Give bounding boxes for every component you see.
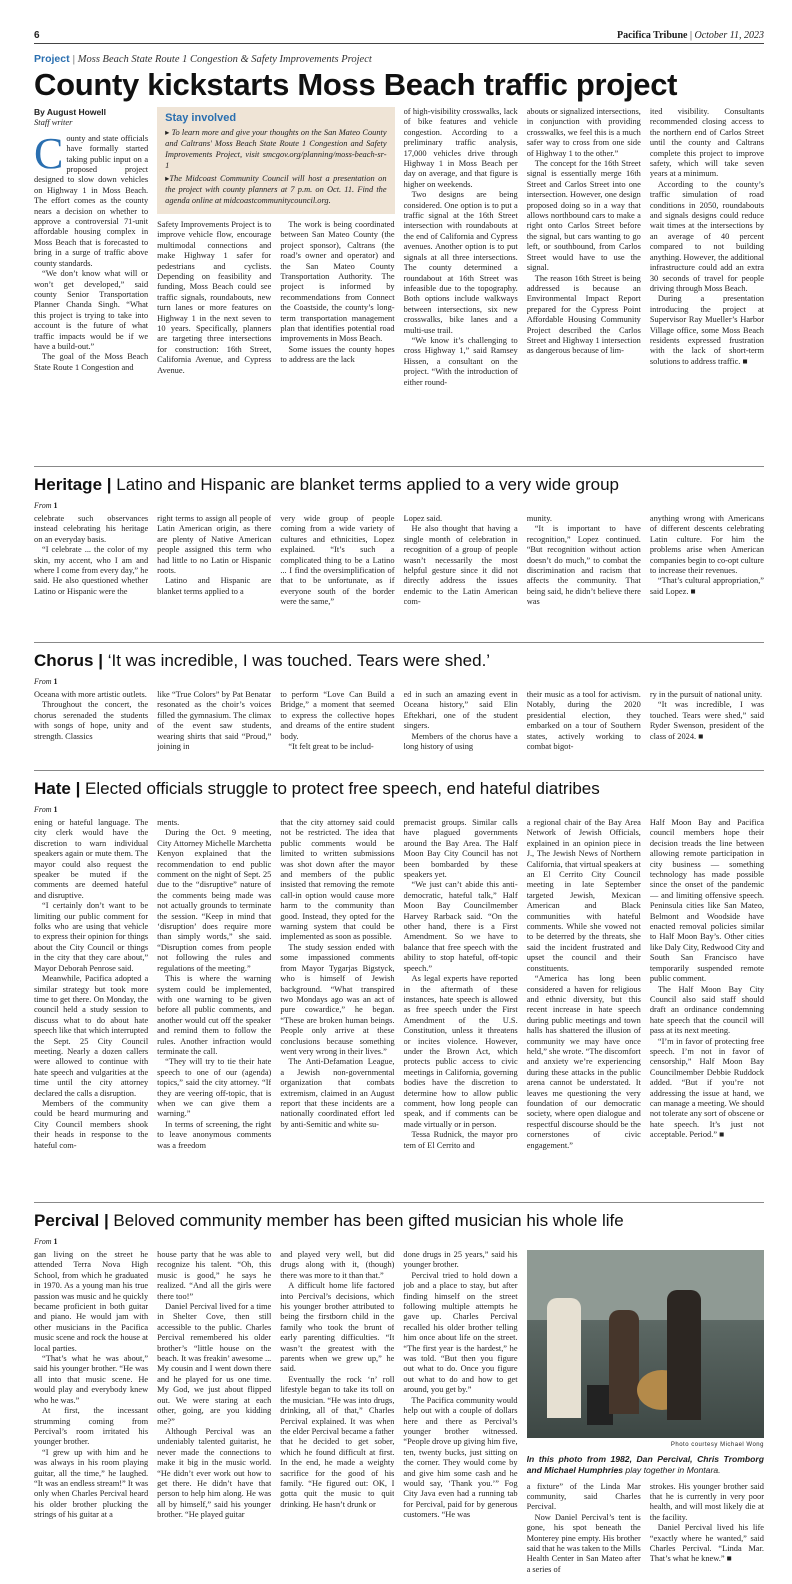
- byline-role: Staff writer: [34, 117, 73, 128]
- paragraph: Now Daniel Percival’s tent is gone, his spot beneath the Monterey pine empty. His brother said that he was taken to the Mills Health Center in San Mateo after a series of: [526, 1512, 641, 1574]
- paragraph: The concept for the 16th Street signal is essentially merge 16th Street and Carlos Street into one intersection. However, one design proposed doing so in a way that allows northbound cars to make a right onto Carlos Street before the signal, but cars wanting to go left, or southbound, from Carlos Street would have to use the signal.: [526, 159, 641, 273]
- main-col-1: [34, 107, 148, 456]
- paragraph: Percival tried to hold down a job and a place to stay, but after finding himself on the street following multiple attempts he gave up. Charles Percival recalled his older brother telling him once about life on the street. “The first year is the hardest,” he was told. “But then you figure out what to do. Once you figure out what to do and how to get around, you get by.”: [403, 1270, 518, 1395]
- main-col-5: [527, 107, 641, 456]
- paragraph: a fixture” of the Linda Mar community, said Charles Percival.: [526, 1481, 641, 1512]
- paragraph: Daniel Percival lived for a time in Shelter Cove, then still accessible to the public. Charles Percival remembered his older brother’s “little house on the beach. It was freakin’ awesome ... My cousin and I went down there and he played for us one time. My God, we just about flipped out. We were staring at each other, going, are you kidding me?”: [157, 1302, 272, 1426]
- heritage-col-1: [34, 514, 148, 632]
- page-header: [34, 30, 764, 44]
- band-photo: [527, 1250, 764, 1438]
- section-title: ‘It was incredible, I was touched. Tears were shed.’: [102, 651, 491, 670]
- paragraph: A difficult home life factored into Percival’s decisions, which his younger brother attributed to being the firstborn child in the family who took the brunt of early parenting difficulties. “It wasn’t the greatest with the parents when we grew up,” he said.: [280, 1281, 395, 1374]
- paragraph: strokes. His younger brother said that he is currently in very poor health, and will most likely die at the facility.: [649, 1481, 764, 1522]
- paragraph: “We know it’s challenging to cross Highway 1,” said Ramsey Hissen, a consultant on the project. “With the introduction of either round-: [403, 335, 518, 387]
- caption-bold: In this photo from 1982, Dan Percival, Chris Tromborg and Michael Humphries: [526, 1454, 764, 1475]
- paragraph: “I’m in favor of protecting free speech. I’m not in favor of censorship,” Half Moon Bay Councilmember Debbie Ruddock added. “But if you’re not addressing the issue at hand, we can manage a meeting. We should not tolerate any sort of obscene or hate speech. It’s just not acceptable. Period.” ■: [649, 1036, 765, 1140]
- photo-person: [547, 1298, 581, 1418]
- heritage-col-6: [650, 514, 764, 632]
- publication-name: Pacifica Tribune: [616, 30, 688, 41]
- heritage-headline: [34, 466, 764, 495]
- paragraph: Tessa Rudnick, the mayor pro tem of El Cerrito and: [403, 1130, 518, 1150]
- chorus-col-4: [404, 690, 518, 760]
- photo-caption: [527, 1454, 764, 1475]
- main-col-4: [404, 107, 518, 456]
- paragraph: The Half Moon Bay City Council also said staff should draft an ordinance condemning hate speech that the council will pass at its next meeting.: [649, 984, 765, 1036]
- kicker-tag: Project: [34, 53, 70, 65]
- hate-col-3: [280, 818, 394, 1192]
- hate-headline: [34, 770, 764, 799]
- paragraph: During a presentation introducing the project at Supervisor Ray Mueller’s Harbor Village office, some Moss Beach residents expressed frustration with the lack of short-term solutions to address traffic. ■: [649, 294, 764, 366]
- stay-involved-title: Stay involved: [165, 112, 237, 124]
- hate-col-6: [650, 818, 764, 1192]
- paragraph: Latino and Hispanic are blanket terms applied to a: [157, 576, 272, 596]
- paragraph: During the Oct. 9 meeting, City Attorney Michelle Marchetta Kenyon explained that the recommendation to end public comment on the night of Sept. 25 due to the “disruptive” nature of the comments being made was not actually grounds to terminate the session. “Keep in mind that ‘disruption’ does require more than simply words,” she said. “Disruption comes from people not following the rules and regulations of the meeting.”: [157, 828, 272, 973]
- paragraph: The Pacifica community would help out with a couple of dollars here and there as Percival’s younger brother witnessed. “People drove up giving him five, ten, twenty bucks, just sitting on the corner. They would come by and give him some cash and he would say, ‘Thank you.’” Fog City Java even had a running tab for Percival, paid for by generous customers. “He was: [403, 1395, 518, 1520]
- chorus-headline: [34, 642, 764, 671]
- paragraph: Throughout the concert, the chorus serenaded the students with songs of hope, unity and strength. Classics: [34, 700, 149, 741]
- hate-col-2: [157, 818, 271, 1192]
- stay-involved-box: [157, 107, 394, 214]
- publication-info: Pacifica Tribune | October 11, 2023: [616, 30, 764, 41]
- paragraph: ry in the pursuit of national unity.: [649, 690, 763, 699]
- paragraph: done drugs in 25 years,” said his younger brother.: [403, 1250, 518, 1270]
- paragraph: This is where the warning system could be implemented, with one warning to be given before all public comments, and another would cut off the speaker and remind them to follow the rules. Another infraction would terminate the call.: [157, 974, 272, 1056]
- chorus-col-3: [280, 690, 394, 760]
- paragraph: “We don’t know what will or won’t get developed,” said county Senior Transportation Planner Chanda Singh. “What this project is trying to take into account is the future of what traffic impacts would be if we have a build-out.”: [34, 269, 149, 351]
- main-headline: County kickstarts Moss Beach traffic project: [34, 67, 678, 102]
- paragraph: to perform “Love Can Build a Bridge,” a moment that seemed to express the collective hopes and dreams of the entire student body.: [280, 690, 395, 741]
- paragraph: As legal experts have reported in the aftermath of these instances, hate speech is allowed as free speech under the First Amendment of the U.S. Constitution, unless it threatens or incites violence. However, under the Brown Act, which protects public access to civic meetings in California, governing bodies have the discretion to determine how to allow public comment, how long people can speak, and if comments can be made virtually or in person.: [403, 974, 518, 1129]
- paragraph: “I certainly don’t want to be limiting our public comment for folks who are using that vehicle to express their opinion for things about the City Council or things in the city that they care about,” Mayor Deborah Penrose said.: [34, 901, 149, 973]
- paragraph: premacist groups. Similar calls have plagued governments around the Bay Area. The Half Moon Bay City Council has not been bombarded by these speakers yet.: [403, 818, 518, 880]
- heritage-col-5: [527, 514, 641, 632]
- jump-page: 1: [53, 805, 58, 814]
- paragraph: right terms to assign all people of Latin American origin, as there are plenty of Native American people assigned this term who had little to no Latin or Hispanic roots.: [157, 514, 272, 576]
- jump-from: [34, 501, 764, 510]
- byline: By August Howell: [34, 107, 106, 117]
- paragraph: According to the county’s traffic simulation of road conditions in 2050, roundabouts and signals designs could reduce wait times at the intersections by an average of 40 percent compared to not building anything. However, the additional infrastructure could add an extra 30 seconds of travel for people driving through Moss Beach.: [649, 179, 764, 293]
- hate-col-1: [34, 818, 148, 1192]
- chorus-col-1: [34, 690, 148, 760]
- paragraph: a regional chair of the Bay Area Network of Jewish Officials, explained in an opinion piece in J., The Jewish News of Northern California, that virtual speakers at an El Cerrito City Council meeting in late September targeted Jewish, Mexican American and Black communities with hateful comments. While she vowed not to be deterred by the threats, she said the incident frustrated and upset the council and their constituents.: [526, 818, 641, 973]
- heritage-col-3: [280, 514, 394, 632]
- percival-col-2: [157, 1250, 271, 1584]
- paragraph: Members of the community could be heard murmuring and City Council members shook their heads in response to the hateful com-: [34, 1098, 149, 1150]
- percival-col-3: [280, 1250, 394, 1584]
- section-title: Latino and Hispanic are blanket terms applied to a very wide group: [111, 475, 619, 494]
- photo-person: [667, 1290, 701, 1420]
- paragraph: and played very well, but did drugs along with it, (though) there was more to it than that.”: [280, 1250, 395, 1280]
- jump-page: 1: [53, 677, 58, 686]
- main-col-3: [280, 220, 394, 376]
- percival-col-5-6-text: [527, 1482, 764, 1576]
- jump-page: 1: [53, 501, 58, 510]
- paragraph: that the city attorney said could not be restricted. The idea that public comments would be limited to written submissions was shot down after the mayor and members of the public insisted that removing the remote call-in option would cause more harm to the community than good. Instead, they opted for the warning system that could be implemented as soon as possible.: [280, 818, 395, 942]
- hate-col-5: [527, 818, 641, 1192]
- paragraph: “That’s cultural appropriation,” said Lopez. ■: [649, 576, 765, 596]
- percival-col-5-6: [527, 1250, 764, 1584]
- paragraph: of high-visibility crosswalks, lack of bike features and vehicle congestion. According to a preliminary traffic analysis, 17,000 vehicles drive through Highway 1 in Moss Beach per day on average, and that figure is higher on weekends.: [403, 107, 518, 189]
- chorus-col-6: [650, 690, 764, 760]
- paragraph: Safety Improvements Project is to improve vehicle flow, encourage multimodal connections and make Highway 1 safer for pedestrians and cyclists. Depending on feasibility and funding, Moss Beach could see traffic signals, roundabouts, new turn lanes or more features on Highway 1 in the next seven to 10 years. Specifically, planners are targeting three intersections for construction: 16th Street, California Avenue, and Cypress Avenue.: [157, 220, 272, 375]
- paragraph: Although Percival was an undeniably talented guitarist, he never made the connections to make it big in the music world. “He didn’t ever work out how to get there. He didn’t have that person to help him along. He was all by himself,” said his younger brother. “He played guitar: [157, 1426, 272, 1520]
- heritage-col-4: [404, 514, 518, 632]
- photo-person: [609, 1310, 639, 1414]
- paragraph: “They will try to tie their hate speech to one of our (agenda) topics,” said the city attorney. “If they are veering off-topic, that is when we can give them a warning.”: [157, 1057, 272, 1119]
- paragraph: The goal of the Moss Beach State Route 1 Congestion and: [34, 352, 149, 372]
- percival-headline: [34, 1202, 764, 1231]
- paragraph: ening or hateful language. The city clerk would have the discretion to warn individual speakers again or mute them. The mayor could also request the speaker be muted if the comments are deemed hateful and disruptive.: [34, 818, 149, 900]
- chorus-article-body: [34, 690, 764, 760]
- section-title: Beloved community member has been gifted musician his whole life: [108, 1211, 624, 1230]
- jump-from-label: From: [34, 1237, 54, 1246]
- main-col-2-3: [157, 107, 394, 456]
- paragraph: The work is being coordinated between San Mateo County (the project sponsor), Caltrans (the road’s owner and operator) and the San Mateo County Transportation Authority. The project is informed by recommendations from Connect the Coastside, the county’s long-term transportation management plan that identifies potential road improvements in Moss Beach.: [280, 220, 395, 344]
- main-col-6: [650, 107, 764, 456]
- page-number: 6: [34, 30, 40, 41]
- paragraph: house party that he was able to recognize his talent. “Oh, this music is good,” he says he realized. “And all the girls were there too!”: [157, 1250, 272, 1301]
- paragraph: “It is important to have recognition,” Lopez continued. “But recognition without action doesn’t do much,” to combat the discrimination and racism that affects the community. That being said, he didn’t believe there was: [526, 524, 641, 607]
- main-col-2-3-text: [157, 220, 394, 376]
- chorus-col-2: [157, 690, 271, 760]
- hate-col-4: [404, 818, 518, 1192]
- stay-involved-item: ▸The Midcoast Community Council will host a presentation on the project with county planners at 7 p.m. on Oct. 11. Find the agenda online at midcoastcommunitycouncil.org.: [165, 174, 387, 205]
- paragraph: Daniel Percival lived his life “exactly where he wanted,” said Charles Percival. “Linda Mar. That’s what he knew.” ■: [649, 1523, 764, 1564]
- paragraph: very wide group of people coming from a wide variety of cultures and ethnicities, Lopez explained. “It’s such a complicated thing to be a Latino ... I find the oversimplification of that to be unfortunate, as if everyone south of the border were the same,”: [280, 514, 395, 607]
- paragraph: Two designs are being considered. One option is to put a traffic signal at the 16th Street intersection with roundabouts at the end of California and Cypress avenues. Another option is to put signals at all three intersections. The county determined a roundabout at 16th Street was infeasible due to the topography. Both options include walkways between intersections, six new crosswalks, bike lanes and a multi-use trail.: [403, 190, 518, 335]
- issue-date: October 11, 2023: [694, 30, 764, 41]
- paragraph: Members of the chorus have a long history of using: [403, 731, 518, 752]
- percival-col-6: [650, 1482, 764, 1576]
- paragraph: “I grew up with him and he was always in his room playing guitar, all the time,” he laughed. “It was an endless stream!” It was only when Charles Percival heard his older brother plucking the strings of his guitar at a: [34, 1447, 149, 1520]
- paragraph: Some issues the county hopes to address are the lack: [280, 344, 395, 365]
- percival-col-1: [34, 1250, 148, 1584]
- paragraph: He also thought that having a single month of celebration in recognition of a group of people wasn’t necessarily the most helpful gesture since it did not directly address the issues endemic to the Latin American com-: [403, 524, 518, 607]
- percival-article-body: [34, 1250, 764, 1584]
- paragraph: “It felt great to be includ-: [288, 742, 374, 752]
- lead-text: ounty and state officials have formally started taking public input on a proposed project designed to slow down vehicles on Highway 1 in Moss Beach. The effort comes as the county nears a decision on whether to approve a controversial 71-unit affordable housing complex in Moss Beach that is forecasted to bring in a surge of traffic above county standards.: [34, 133, 149, 268]
- paragraph: abouts or signalized intersections, in conjunction with providing crosswalks, we feel this is a much safer way to cross from one side of Highway 1 to the other.”: [526, 107, 641, 158]
- stay-involved-item: ▸ To learn more and give your thoughts on the San Mateo County and Caltrans' Moss Beach State Route 1 Congestion and Safety Improvements Project, visit smcgov.org/planning/moss-beach-sr-1: [165, 128, 387, 170]
- paragraph: “I celebrate ... the color of my skin, my accent, who I am and where I come from every day,” he said. He also questioned whether Latino or Hispanic were the: [34, 545, 149, 596]
- jump-from: [34, 1237, 764, 1246]
- paragraph: The Anti-Defamation League, a Jewish non-governmental organization that combats extremism, claimed in an August report that these incidents are a nationally coordinated effort led by anti-Semitic and white su-: [280, 1057, 395, 1129]
- hate-article-body: [34, 818, 764, 1192]
- jump-from: [34, 805, 764, 814]
- jump-from-label: From: [34, 677, 54, 686]
- kicker-text: | Moss Beach State Route 1 Congestion & Safety Improvements Project: [69, 54, 372, 65]
- photo-credit: Photo courtesy Michael Wong: [670, 1442, 764, 1448]
- main-article-body: [34, 107, 764, 456]
- jump-from: [34, 677, 764, 686]
- paragraph: gan living on the street he attended Terra Nova High School, from which he graduated in 1970. As a young man his true passion was music and he quickly became proficient in both guitar and piano. He would jam with other musicians in the Pacifica music scene and rock the house at local parties.: [34, 1250, 149, 1353]
- jump-from-label: From: [34, 805, 54, 814]
- heritage-col-2: [157, 514, 271, 632]
- heritage-article-body: [34, 514, 764, 632]
- caption-text: play together in Montara.: [623, 1465, 721, 1475]
- paragraph: In terms of screening, the right to leave anonymous comments was a freedom: [157, 1119, 272, 1150]
- paragraph: “We just can’t abide this anti-democratic, hateful talk,” Half Moon Bay Councilmember Harvey Rarback said. “On the other hand, there is a First Amendment. So we have to balance that free speech with the ability to stop hateful, off-topic speech.”: [403, 880, 518, 973]
- paragraph: anything wrong with Americans of different descents celebrating Latin culture. For him the problems arise when American companies begin to co-opt culture to increase their revenues.: [649, 514, 765, 576]
- percival-col-4: [403, 1250, 517, 1584]
- jump-page: 1: [53, 1237, 58, 1246]
- paragraph: ited visibility. Consultants recommended closing access to the northern end of Carlos Street until the county and Caltrans complete this project to improve safety, which will take seven years at a minimum.: [649, 107, 764, 179]
- paragraph: Lopez said.: [403, 514, 443, 523]
- paragraph: The study session ended with some impassioned comments from Mayor Tygarjas Bigstyck, who is himself of Jewish background. “What transpired two Mondays ago was an act of pure cowardice,” he began. “These are broken human beings. People only arrive at these conclusions because something went very wrong in their lives.”: [280, 942, 395, 1056]
- drop-cap: C: [34, 128, 64, 178]
- paragraph: their music as a tool for activism. Notably, during the 2020 presidential election, they embarked on a tour of Southern states, actively working to combat bigot-: [526, 690, 641, 752]
- section-title: Elected officials struggle to protect free speech, end hateful diatribes: [80, 779, 600, 798]
- paragraph: like “True Colors” by Pat Benatar resonated as the choir’s voices filled the gymnasium. The climax of the event saw students, wearing shirts that said “Proud,” joining in: [157, 690, 272, 752]
- main-col-2: [157, 220, 271, 376]
- article-kicker: [34, 53, 764, 65]
- paragraph: “It was incredible, I was touched. Tears were shed,” said Ryder Swenson, president of the class of 2024. ■: [649, 700, 765, 741]
- percival-col-5: [527, 1482, 641, 1576]
- paragraph: “America has long been considered a haven for religious and ethnic diversity, but this recent increase in hate speech during public meetings and town halls has shattered the illusion of community we may have once held,” she wrote. “The discomfort and anxiety we’re experiencing during these attacks in the public arena cannot be understated. It leaves me questioning the very foundation of our democratic society, where open dialogue and respectful discourse should be the cornerstones of civic engagement.”: [526, 974, 641, 1150]
- paragraph: The reason 16th Street is being addressed is because an Environmental Impact Report prepared for the Cypress Point Affordable Housing Community Project described the Carlos Street and Highway 1 intersection as dangerous because of lim-: [526, 273, 641, 356]
- paragraph: munity.: [526, 514, 552, 523]
- paragraph: ments.: [157, 818, 180, 827]
- paragraph: Half Moon Bay and Pacifica council members hope their decision treads the line between allowing remote participation in city business — something technology has made possible since the onset of the pandemic — and limiting offensive speech. Peninsula cities like San Mateo, Belmont and Woodside have enacted removal policies similar to Half Moon Bay’s. Other cities like Daly City, Redwood City and South San Francisco have temporarily suspended remote public comment.: [649, 818, 765, 984]
- paragraph: ed in such an amazing event in Oceana history,” said Elin Eftekhari, one of the student singers.: [403, 690, 518, 731]
- paragraph: At first, the incessant strumming coming from Percival’s room irritated his younger brother.: [34, 1406, 149, 1447]
- paragraph: Meanwhile, Pacifica adopted a similar strategy but took more time to get there. On Monday, the council held a study session to discuss what to do about hate speech like that which interrupted the Sept. 25 City Council meeting. Nearly a dozen callers were allowed to continue with hate speech and vulgarities at the time until the city attorney declared the calls a disruption.: [34, 974, 149, 1098]
- paragraph: Eventually the rock ‘n’ roll lifestyle began to take its toll on the musician. “He was into drugs, drinking, all of that,” Charles Percival explained. It was when the elder Percival became a father that he decided to get sober, which he found difficult at first. In the end, he made a weighty sacrifice for the good of his family. “He figured out: OK, I gotta quit the music to quit drinking. He hasn’t drunk or: [280, 1374, 395, 1509]
- paragraph: Oceana with more artistic outlets.: [34, 690, 147, 699]
- section-label: Hate |: [34, 779, 81, 798]
- paragraph: “That’s what he was about,” said his younger brother. “He was all into that music scene. He would play and everybody knew who he was.”: [34, 1354, 149, 1405]
- section-label: Heritage |: [34, 475, 112, 494]
- lead-paragraph: [34, 128, 149, 269]
- chorus-col-5: [527, 690, 641, 760]
- newspaper-page: [34, 30, 764, 1584]
- section-label: Percival |: [34, 1211, 109, 1230]
- section-label: Chorus |: [34, 651, 103, 670]
- paragraph: celebrate such observances instead celebrating his heritage on an everyday basis.: [34, 514, 149, 544]
- jump-from-label: From: [34, 501, 54, 510]
